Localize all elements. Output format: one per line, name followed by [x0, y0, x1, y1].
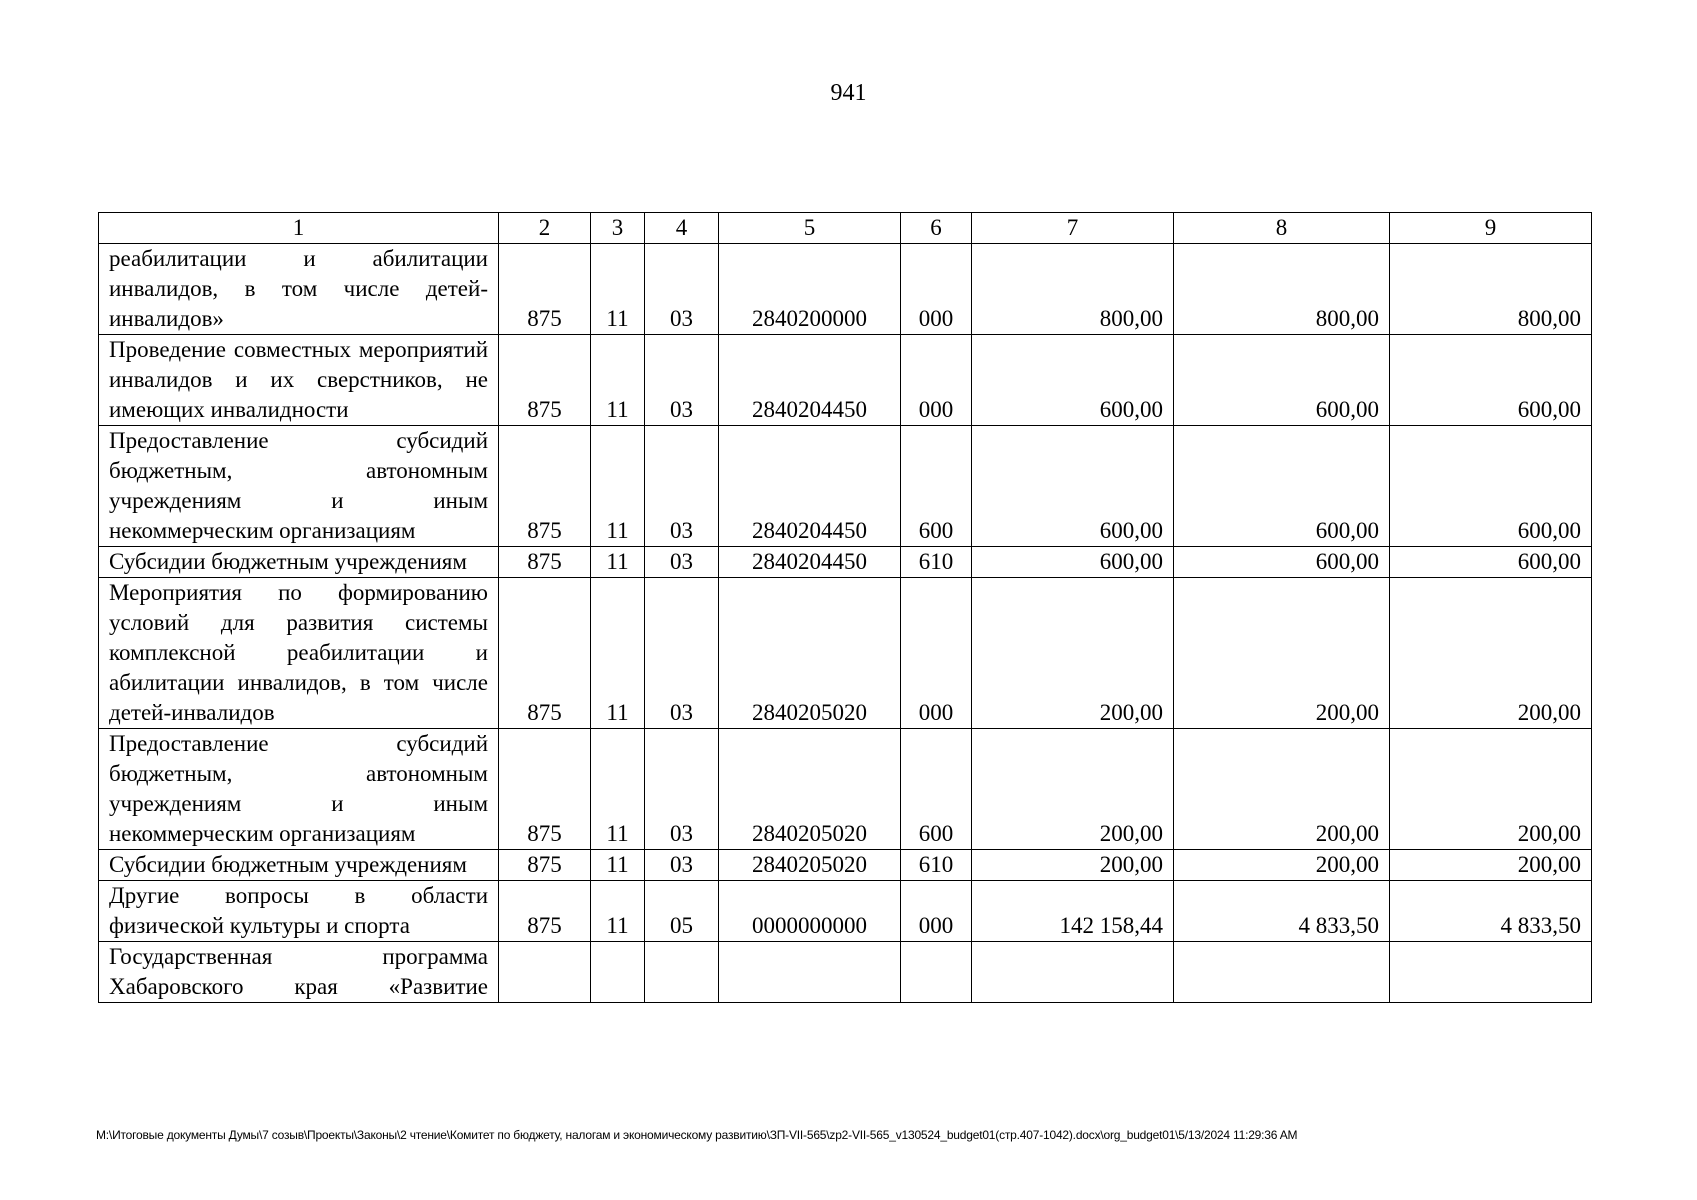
row-name: Проведение совместных мероприятий инвалидов и их сверстников, не имеющих инвалидности	[99, 335, 499, 426]
cell-admin-code: 875	[499, 547, 591, 578]
cell-expense-type: 600	[901, 426, 972, 547]
cell-target-article: 2840205020	[719, 850, 901, 881]
cell-expense-type	[901, 942, 972, 1003]
table-row	[99, 881, 1592, 942]
cell-subsection: 03	[645, 578, 719, 729]
cell-subsection	[645, 942, 719, 1003]
row-name: Предоставление субсидий бюджетным, автономным учреждениям и иным некоммерческим организациям	[99, 426, 499, 547]
row-name: Другие вопросы в области физической культуры и спорта	[99, 881, 499, 942]
cell-subsection: 03	[645, 850, 719, 881]
cell-target-article	[719, 942, 901, 1003]
cell-amount-2: 4 833,50	[1174, 881, 1390, 942]
cell-amount-3: 4 833,50	[1390, 881, 1592, 942]
cell-admin-code: 875	[499, 335, 591, 426]
cell-admin-code: 875	[499, 850, 591, 881]
cell-amount-2: 200,00	[1174, 578, 1390, 729]
cell-amount-1: 600,00	[972, 335, 1174, 426]
cell-expense-type: 000	[901, 335, 972, 426]
cell-target-article: 2840200000	[719, 244, 901, 335]
row-name: Государственная программа Хабаровского края «Развитие	[99, 942, 499, 1003]
cell-admin-code: 875	[499, 729, 591, 850]
cell-amount-1: 600,00	[972, 426, 1174, 547]
cell-amount-2: 600,00	[1174, 426, 1390, 547]
header-row	[99, 213, 1592, 244]
cell-amount-1: 200,00	[972, 850, 1174, 881]
row-name: Предоставление субсидий бюджетным, автономным учреждениям и иным некоммерческим организациям	[99, 729, 499, 850]
table-row	[99, 547, 1592, 578]
header-col-6: 6	[901, 213, 972, 244]
page-number: 941	[830, 80, 867, 106]
cell-amount-1: 200,00	[972, 578, 1174, 729]
cell-amount-3: 200,00	[1390, 850, 1592, 881]
cell-amount-3: 200,00	[1390, 578, 1592, 729]
cell-expense-type: 610	[901, 547, 972, 578]
cell-subsection: 03	[645, 426, 719, 547]
cell-admin-code: 875	[499, 578, 591, 729]
header-col-3: 3	[591, 213, 645, 244]
cell-amount-1: 800,00	[972, 244, 1174, 335]
cell-expense-type: 610	[901, 850, 972, 881]
header-col-5: 5	[719, 213, 901, 244]
cell-amount-3: 600,00	[1390, 547, 1592, 578]
cell-expense-type: 000	[901, 244, 972, 335]
footer-file-path: M:\Итоговые документы Думы\7 созыв\Проекты\Законы\2 чтение\Комитет по бюджету, налогам и экономическому развитию\ЗП-VII-565\zp2-VII-565_v130524_budget01(стр.407-1042).docx\org_budget01\5/13/2024 11:29:36 AM	[96, 1128, 1298, 1142]
table-row	[99, 426, 1592, 547]
cell-admin-code	[499, 942, 591, 1003]
cell-section: 11	[591, 547, 645, 578]
cell-section	[591, 942, 645, 1003]
header-col-7: 7	[972, 213, 1174, 244]
header-col-9: 9	[1390, 213, 1592, 244]
cell-section: 11	[591, 335, 645, 426]
cell-subsection: 03	[645, 547, 719, 578]
row-name: Субсидии бюджетным учреждениям	[99, 547, 499, 578]
cell-amount-1: 142 158,44	[972, 881, 1174, 942]
cell-expense-type: 000	[901, 881, 972, 942]
cell-amount-1	[972, 942, 1174, 1003]
cell-amount-3: 800,00	[1390, 244, 1592, 335]
cell-expense-type: 000	[901, 578, 972, 729]
table-row	[99, 578, 1592, 729]
cell-amount-3: 600,00	[1390, 335, 1592, 426]
cell-admin-code: 875	[499, 881, 591, 942]
cell-subsection: 03	[645, 244, 719, 335]
header-col-4: 4	[645, 213, 719, 244]
cell-target-article: 2840204450	[719, 426, 901, 547]
table-row	[99, 335, 1592, 426]
cell-target-article: 2840205020	[719, 578, 901, 729]
table-row	[99, 729, 1592, 850]
budget-table	[98, 212, 1592, 1003]
cell-amount-2: 200,00	[1174, 729, 1390, 850]
cell-amount-2: 200,00	[1174, 850, 1390, 881]
cell-section: 11	[591, 850, 645, 881]
cell-target-article: 0000000000	[719, 881, 901, 942]
cell-amount-2: 600,00	[1174, 335, 1390, 426]
cell-section: 11	[591, 881, 645, 942]
cell-amount-1: 600,00	[972, 547, 1174, 578]
cell-admin-code: 875	[499, 244, 591, 335]
cell-amount-3: 600,00	[1390, 426, 1592, 547]
cell-subsection: 05	[645, 881, 719, 942]
cell-amount-3: 200,00	[1390, 729, 1592, 850]
cell-amount-3	[1390, 942, 1592, 1003]
cell-subsection: 03	[645, 335, 719, 426]
cell-target-article: 2840205020	[719, 729, 901, 850]
header-col-8: 8	[1174, 213, 1390, 244]
cell-target-article: 2840204450	[719, 547, 901, 578]
header-col-1: 1	[99, 213, 499, 244]
row-name: Мероприятия по формированию условий для развития системы комплексной реабилитации и абилитации инвалидов, в том числе детей-инвалидов	[99, 578, 499, 729]
table-row	[99, 850, 1592, 881]
cell-target-article: 2840204450	[719, 335, 901, 426]
cell-subsection: 03	[645, 729, 719, 850]
table-row	[99, 244, 1592, 335]
cell-section: 11	[591, 426, 645, 547]
row-name: реабилитации и абилитации инвалидов, в том числе детей-инвалидов»	[99, 244, 499, 335]
cell-admin-code: 875	[499, 426, 591, 547]
cell-section: 11	[591, 578, 645, 729]
cell-amount-2: 600,00	[1174, 547, 1390, 578]
header-col-2: 2	[499, 213, 591, 244]
cell-amount-2: 800,00	[1174, 244, 1390, 335]
table-row	[99, 942, 1592, 1003]
cell-section: 11	[591, 729, 645, 850]
cell-amount-1: 200,00	[972, 729, 1174, 850]
cell-expense-type: 600	[901, 729, 972, 850]
cell-section: 11	[591, 244, 645, 335]
row-name: Субсидии бюджетным учреждениям	[99, 850, 499, 881]
cell-amount-2	[1174, 942, 1390, 1003]
